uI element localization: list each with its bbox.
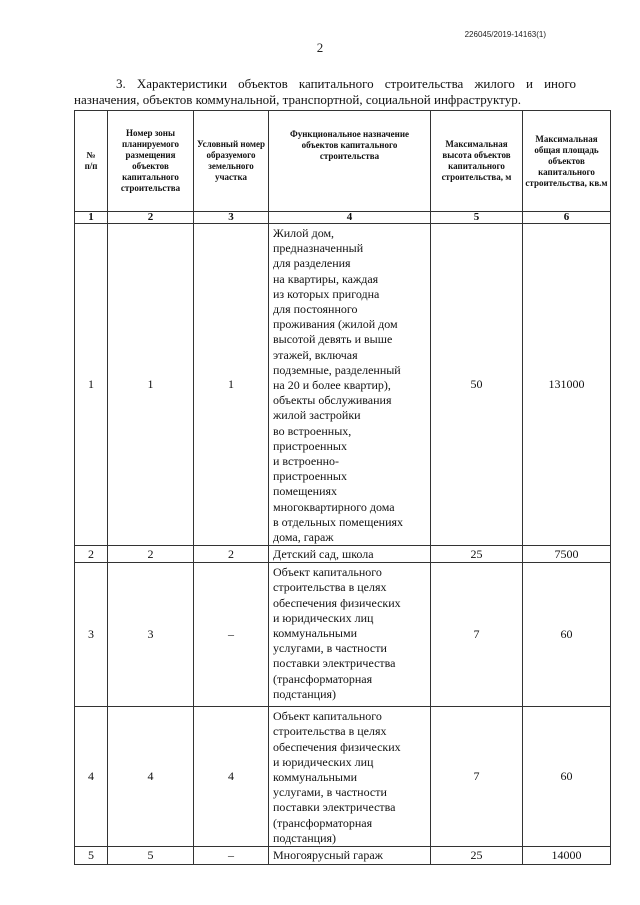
table-row — [75, 707, 611, 847]
heading-number: 3. — [116, 76, 126, 91]
table-row — [75, 563, 611, 707]
section-heading — [74, 76, 576, 108]
row-purpose: Объект капитального строительства в целях обеспечения физических и юридических лиц коммунальными услугами, в частности поставки электричества (трансформаторная подстанция) — [269, 563, 431, 707]
column-number: 2 — [108, 212, 194, 224]
row-zone: 1 — [108, 224, 194, 546]
header-area: Максимальная общая площадь объектов капитального строительства, кв.м — [523, 111, 611, 212]
row-zone: 5 — [108, 847, 194, 865]
column-number: 1 — [75, 212, 108, 224]
characteristics-table — [74, 110, 611, 865]
row-zone: 2 — [108, 546, 194, 563]
row-plot: 1 — [194, 224, 269, 546]
table-row — [75, 847, 611, 865]
column-number: 5 — [431, 212, 523, 224]
row-height: 7 — [431, 563, 523, 707]
header-plot: Условный номер образуемого земельного участка — [194, 111, 269, 212]
row-purpose: Жилой дом, предназначенный для разделения на квартиры, каждая из которых пригодна для постоянного проживания (жилой дом высотой девять и выше этажей, включая подземные, разделенный на 20 и более квартир), объекты обслуживания жилой застройки во встроенных, пристроенных и встроенно- пристроенных помещениях многоквартирного дома в отдельных помещениях дома, гараж — [269, 224, 431, 546]
row-plot: – — [194, 563, 269, 707]
row-height: 50 — [431, 224, 523, 546]
row-height: 25 — [431, 847, 523, 865]
column-number: 4 — [269, 212, 431, 224]
row-index: 5 — [75, 847, 108, 865]
row-zone: 4 — [108, 707, 194, 847]
column-number-row — [75, 212, 611, 224]
row-index: 4 — [75, 707, 108, 847]
row-area: 60 — [523, 563, 611, 707]
row-zone: 3 — [108, 563, 194, 707]
row-index: 3 — [75, 563, 108, 707]
row-area: 131000 — [523, 224, 611, 546]
header-purpose: Функциональное назначение объектов капитального строительства — [269, 111, 431, 212]
header-height: Максимальная высота объектов капитального строительства, м — [431, 111, 523, 212]
header-zone: Номер зоны планируемого размещения объектов капитального строительства — [108, 111, 194, 212]
row-plot: 4 — [194, 707, 269, 847]
page-number: 2 — [316, 40, 324, 55]
row-index: 2 — [75, 546, 108, 563]
row-area: 60 — [523, 707, 611, 847]
row-height: 25 — [431, 546, 523, 563]
row-purpose: Детский сад, школа — [269, 546, 431, 563]
table-row — [75, 224, 611, 546]
table-row — [75, 546, 611, 563]
row-height: 7 — [431, 707, 523, 847]
row-purpose: Объект капитального строительства в целях обеспечения физических и юридических лиц коммунальными услугами, в частности поставки электричества (трансформаторная подстанция) — [269, 707, 431, 847]
row-area: 7500 — [523, 546, 611, 563]
header-index: № п/п — [75, 111, 108, 212]
row-plot: 2 — [194, 546, 269, 563]
row-area: 14000 — [523, 847, 611, 865]
column-number: 3 — [194, 212, 269, 224]
document-number: 226045/2019-14163(1) — [464, 30, 546, 39]
table-header-row — [75, 111, 611, 212]
heading-text: Характеристики объектов капитального строительства жилого и иного назначения, объектов коммунальной, транспортной, социальной инфраструктур. — [74, 76, 576, 107]
row-purpose: Многоярусный гараж — [269, 847, 431, 865]
row-index: 1 — [75, 224, 108, 546]
row-plot: – — [194, 847, 269, 865]
column-number: 6 — [523, 212, 611, 224]
